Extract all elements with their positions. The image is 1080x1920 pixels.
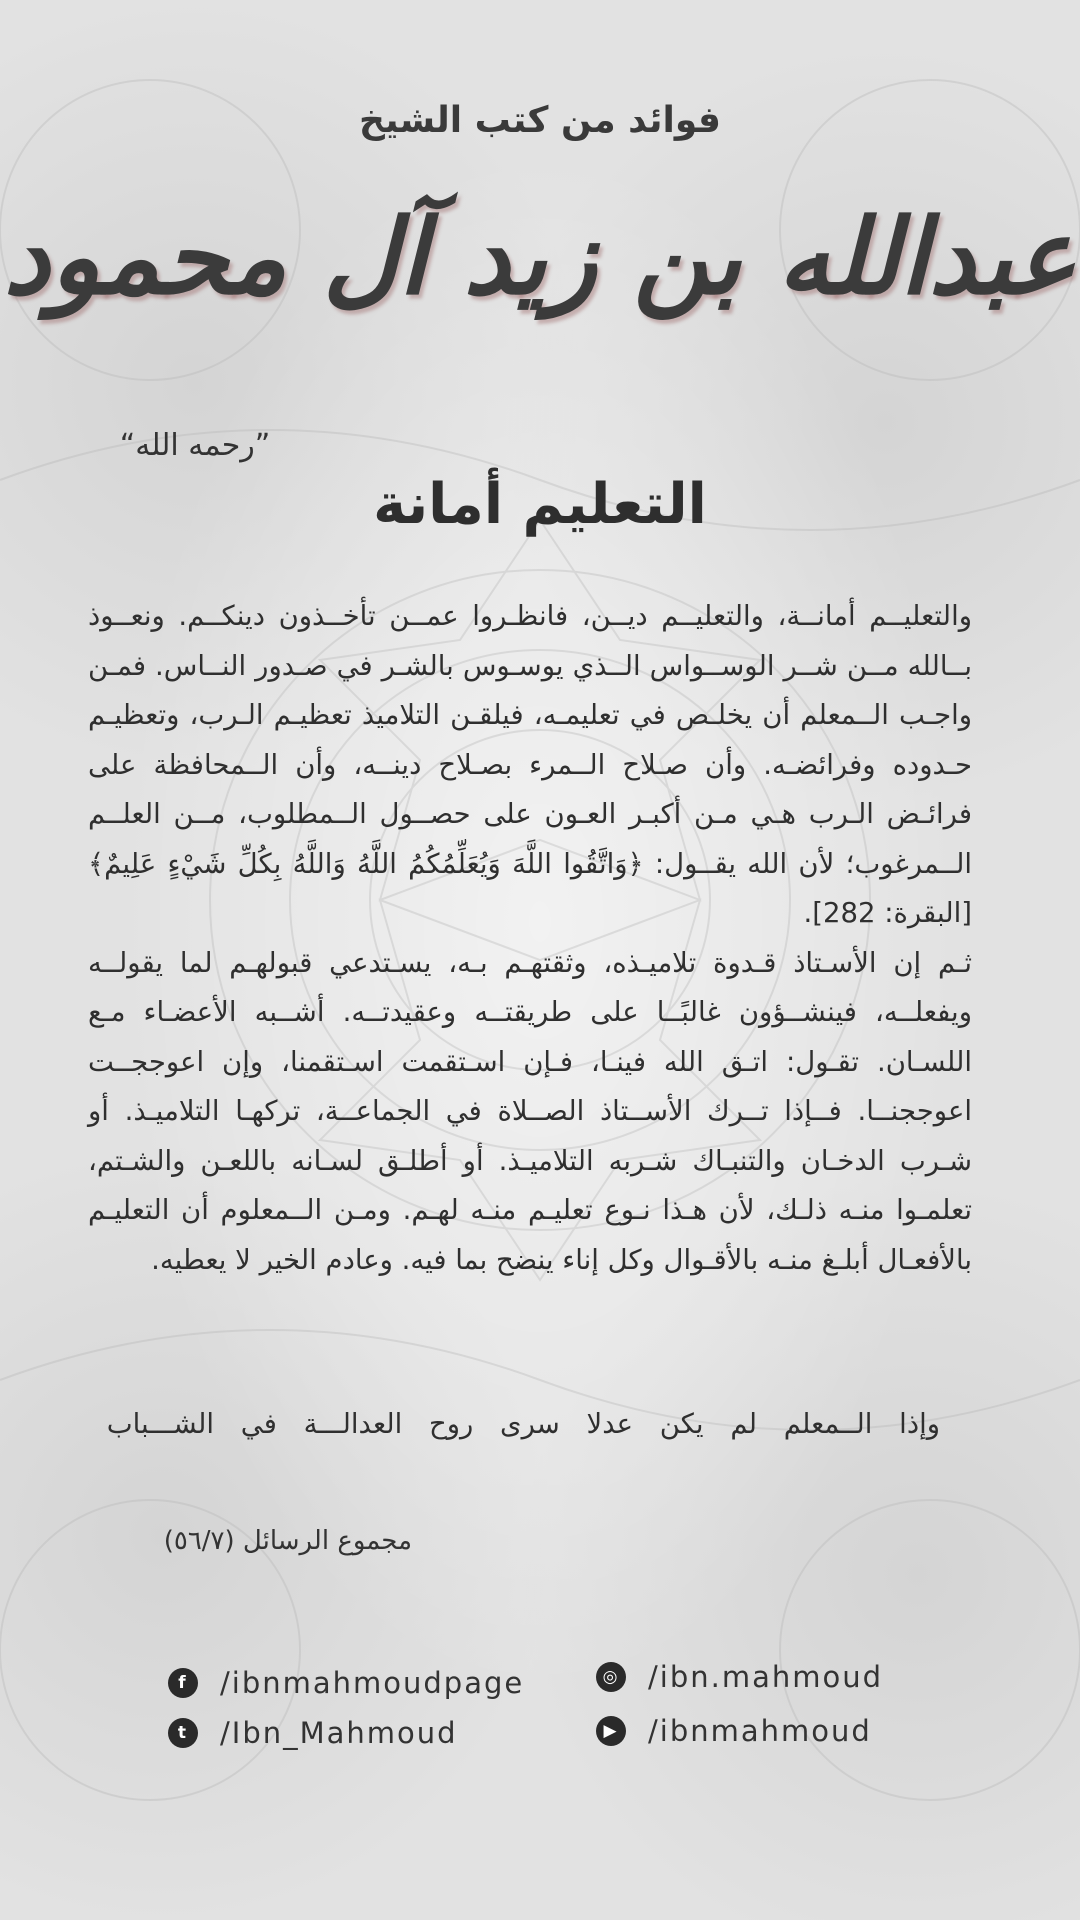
invocation-text: ”رحمه الله“ xyxy=(119,428,271,463)
youtube-link[interactable] xyxy=(596,1714,872,1748)
youtube-icon: ▶ xyxy=(596,1716,626,1746)
facebook-icon: f xyxy=(168,1668,198,1698)
facebook-link[interactable] xyxy=(168,1666,524,1700)
author-calligraphy: عبدالله بن زيد آل محمود xyxy=(3,195,1077,318)
page-title: التعليم أمانة xyxy=(373,472,707,537)
subtitle: فوائد من كتب الشيخ xyxy=(359,100,721,141)
source-citation: مجموع الرسائل (٥٦/٧) xyxy=(163,1526,412,1556)
article-body xyxy=(88,592,972,1285)
youtube-handle: /ibnmahmoud xyxy=(648,1714,872,1748)
instagram-link[interactable] xyxy=(596,1660,883,1694)
paragraph-1: والتعليــم أمانــة، والتعليــم ديــن، فانظـروا عمــن تأخــذون دينكــم. ونعــوذ بــالله مــن شــر الوســواس الــذي يوسـوس بالشـر في صـدور النــاس. فمـن واجـب الــمعلم أن يخلـص في تعليمـه، فيلقـن التلاميذ تعظيـم الـرب، وتعظيـم حـدوده وفرائضـه. وأن صـلاح الــمرء بصـلاح دينــه، وأن الــمحافظة على فرائـض الـرب هـي مـن أكبـر العـون على حصــول الــمطلوب، مــن العلــم الــمرغوب؛ لأن الله يقــول: ﴿وَاتَّقُوا اللَّهَ وَيُعَلِّمُكُمُ اللَّهُ وَاللَّهُ بِكُلِّ شَيْءٍ عَلِيمٌ﴾ [البقرة: 282]. xyxy=(88,600,972,929)
twitter-handle: /Ibn_Mahmoud xyxy=(220,1716,458,1750)
twitter-icon: t xyxy=(168,1718,198,1748)
paragraph-2: ثـم إن الأسـتاذ قـدوة تلاميـذه، وثقتهـم بـه، يسـتدعي قبولهـم لما يقولــه ويفعلــه، فينشــؤون غالبًــا على طريقتــه وعقيدتــه. أشــبه الأعضـاء مـع اللسـان. تقـول: اتـق الله فينـا، فـإن اسـتقمت اسـتقمنا، وإن اعوججــت اعوججنــا. فــإذا تــرك الأســتاذ الصــلاة في الجماعــة، تركهـا التلاميـذ. أو شـرب الدخـان والتنبـاك شـربه التلاميـذ. أو أطلـق لسـانه باللعـن والشـتم، تعلمـوا منـه ذلـك، لأن هـذا نـوع تعليـم منـه لهـم. ومـن الــمعلوم أن التعليـم بالأفعـال أبلـغ منـه بالأقـوال وكل إناء ينضح بما فيه. وعادم الخير لا يعطيه. xyxy=(88,946,972,1276)
facebook-handle: /ibnmahmoudpage xyxy=(220,1666,525,1700)
instagram-icon: ◎ xyxy=(596,1662,626,1692)
poetry-verse: وإذا الــمعلم لم يكن عدلا سرى روح العدالـــة في الشـــباب xyxy=(106,1408,940,1440)
twitter-link[interactable] xyxy=(168,1716,458,1750)
instagram-handle: /ibn.mahmoud xyxy=(648,1660,884,1694)
